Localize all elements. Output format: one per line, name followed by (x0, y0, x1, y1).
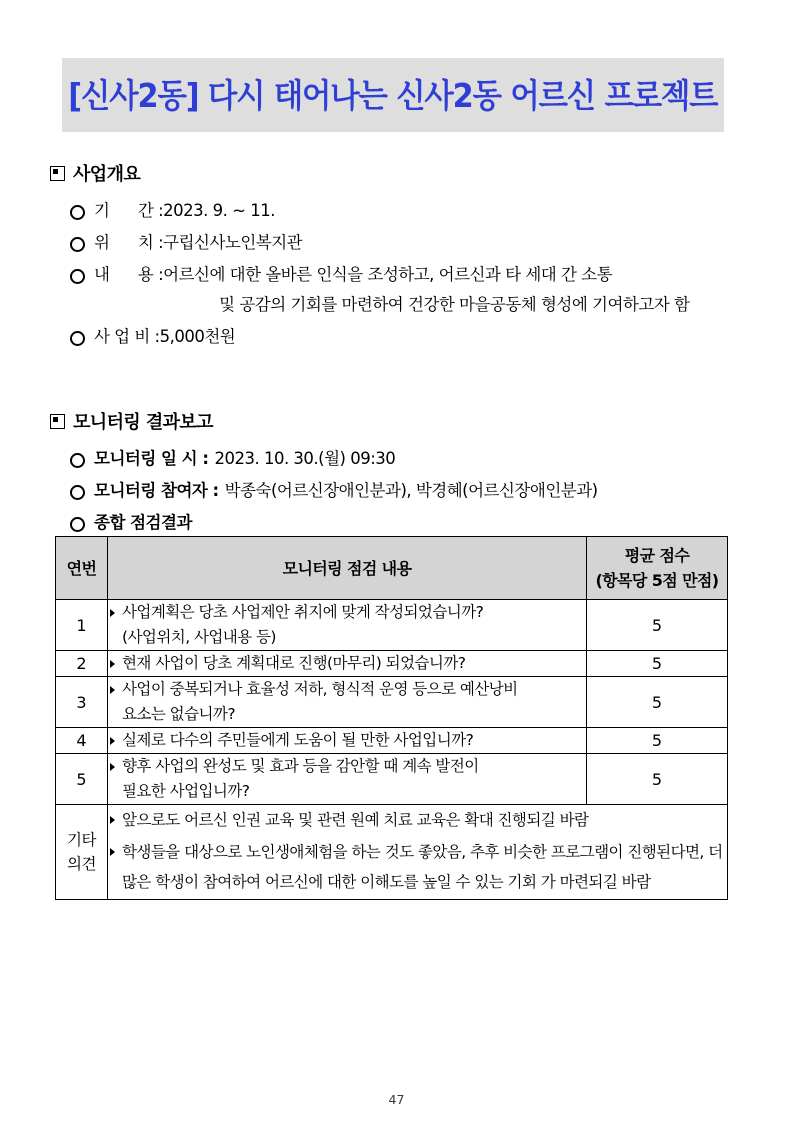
overview-item-label: 사 업 비 : (94, 327, 160, 346)
etc-comment-text: 앞으로도 어르신 인권 교육 및 관련 원예 치료 교육은 확대 진행되길 바람 (122, 811, 589, 829)
triangle-bullet-icon (110, 848, 115, 856)
circle-bullet-icon (70, 331, 85, 346)
monitoring-list (50, 444, 750, 538)
column-header-score-line1: 평균 점수 (624, 546, 690, 565)
etc-label-line1: 기타 (67, 831, 96, 849)
row-question (108, 728, 587, 754)
row-number: 1 (56, 600, 108, 651)
triangle-bullet-icon (110, 816, 115, 824)
triangle-bullet-icon (110, 660, 115, 668)
row-question (108, 651, 587, 677)
overview-list (50, 196, 750, 352)
list-item (50, 228, 750, 258)
row-question-text (122, 677, 586, 727)
row-number: 2 (56, 651, 108, 677)
row-question-line1: 향후 사업의 완성도 및 효과 등을 감안할 때 계속 발전이 (122, 757, 479, 775)
row-score: 5 (587, 754, 728, 805)
row-number: 5 (56, 754, 108, 805)
row-question-text: 실제로 다수의 주민들에게 도움이 될 만한 사업입니까? (122, 731, 474, 749)
table-row (56, 677, 728, 728)
monitoring-item-value: 박종숙(어르신장애인분과), 박경혜(어르신장애인분과) (224, 481, 598, 500)
table-row-etc (56, 805, 728, 900)
list-item (50, 260, 750, 320)
column-header-content: 모니터링 점검 내용 (108, 537, 587, 600)
monitoring-item-label: 모니터링 일 시 : (94, 449, 209, 468)
section-overview (50, 160, 750, 354)
list-item (50, 322, 750, 352)
row-question-text (122, 600, 586, 650)
row-number: 3 (56, 677, 108, 728)
monitoring-item-value: 2023. 10. 30.(월) 09:30 (214, 449, 396, 468)
circle-bullet-icon (70, 269, 85, 284)
circle-bullet-icon (70, 485, 85, 500)
row-question-line1: 사업계획은 당초 사업제안 취지에 맞게 작성되었습니까? (122, 603, 484, 621)
etc-label (56, 805, 108, 900)
list-item (50, 476, 750, 506)
monitoring-results-table-wrapper (55, 536, 728, 900)
filled-square-bullet-icon (50, 414, 65, 429)
etc-comments (108, 805, 728, 900)
circle-bullet-icon (70, 205, 85, 220)
column-header-score (587, 537, 728, 600)
list-item (50, 196, 750, 226)
list-item (50, 444, 750, 474)
circle-bullet-icon (70, 517, 85, 532)
row-score: 5 (587, 728, 728, 754)
monitoring-item-label: 모니터링 참여자 : (94, 481, 219, 500)
overview-item-value: 2023. 9. ~ 11. (163, 201, 275, 220)
overview-item-label: 기 간 : (94, 201, 164, 220)
overview-item-value: 5,000천원 (159, 327, 236, 346)
circle-bullet-icon (70, 237, 85, 252)
etc-comment-item (108, 837, 727, 897)
filled-square-bullet-icon (50, 166, 65, 181)
triangle-bullet-icon (110, 686, 115, 694)
triangle-bullet-icon (110, 737, 115, 745)
row-question-line2: 필요한 사업입니까? (122, 782, 250, 800)
overview-item-value: 구립신사노인복지관 (163, 233, 303, 252)
page-title: [신사2동] 다시 태어나는 신사2동 어르신 프로젝트 (68, 75, 718, 115)
overview-item-value-line1: 어르신에 대한 올바른 인식을 조성하고, 어르신과 타 세대 간 소통 (163, 265, 613, 284)
row-score: 5 (587, 600, 728, 651)
overview-item-value-line2: 및 공감의 기회를 마련하여 건강한 마을공동체 형성에 기여하고자 함 (219, 295, 690, 314)
list-item (50, 508, 750, 538)
overview-item-label: 내 용 : (94, 265, 164, 284)
section-overview-title: 사업개요 (73, 164, 141, 185)
row-score: 5 (587, 677, 728, 728)
row-question-line1: 사업이 중복되거나 효율성 저하, 형식적 운영 등으로 예산낭비 (122, 680, 518, 698)
circle-bullet-icon (70, 453, 85, 468)
overview-item-value (163, 260, 750, 320)
section-overview-heading (50, 160, 750, 186)
triangle-bullet-icon (110, 763, 115, 771)
table-header-row (56, 537, 728, 600)
row-question-text (122, 754, 586, 804)
section-monitoring-heading (50, 408, 750, 434)
row-question (108, 600, 587, 651)
column-header-no: 연번 (56, 537, 108, 600)
column-header-score-line2: (항목당 5점 만점) (595, 571, 719, 590)
row-score: 5 (587, 651, 728, 677)
row-question (108, 754, 587, 805)
row-question (108, 677, 587, 728)
row-question-line2: 요소는 없습니까? (122, 705, 236, 723)
monitoring-results-table (55, 536, 728, 900)
monitoring-item-label: 종합 점검결과 (94, 513, 192, 532)
row-question-text: 현재 사업이 당초 계획대로 진행(마무리) 되었습니까? (122, 654, 466, 672)
etc-comment-text: 학생들을 대상으로 노인생애체험을 하는 것도 좋았음, 추후 비슷한 프로그램이 진행된다면, 더 많은 학생이 참여하여 어르신에 대한 이해도를 높일 수 있는 기회 가 마련되길 바람 (122, 843, 723, 891)
page-number: 47 (388, 1092, 405, 1107)
row-question-line2: (사업위치, 사업내용 등) (122, 628, 276, 646)
table-row (56, 651, 728, 677)
section-monitoring-title: 모니터링 결과보고 (73, 412, 213, 433)
table-row (56, 754, 728, 805)
table-row (56, 600, 728, 651)
overview-item-label: 위 치 : (94, 233, 164, 252)
table-row (56, 728, 728, 754)
etc-comment-item (108, 805, 727, 835)
section-monitoring (50, 408, 750, 540)
triangle-bullet-icon (110, 609, 115, 617)
row-number: 4 (56, 728, 108, 754)
etc-label-line2: 의견 (67, 855, 96, 873)
document-title-band (62, 58, 724, 132)
